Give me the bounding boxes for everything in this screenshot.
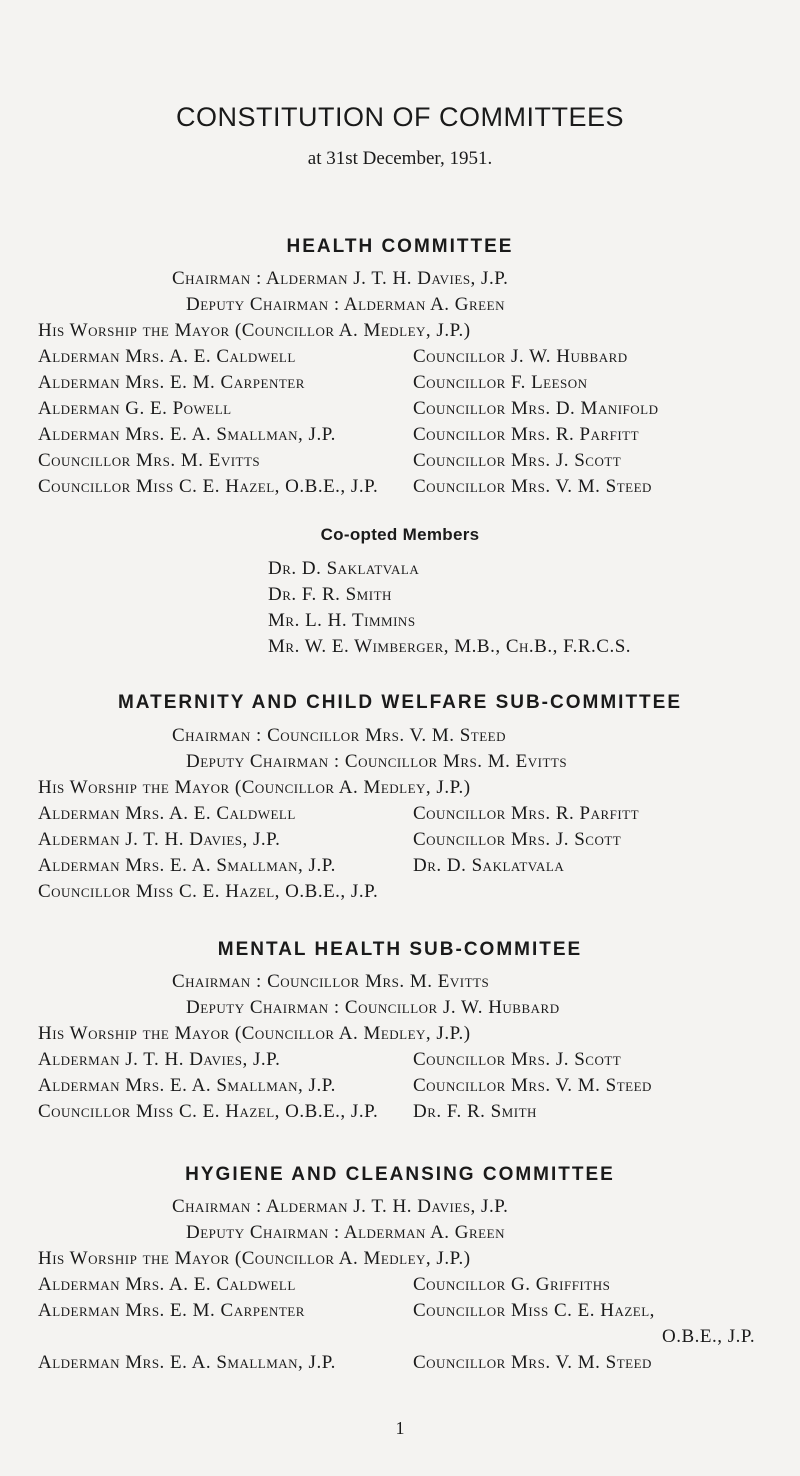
maternity-deputy-chairman: Deputy Chairman : Councillor Mrs. M. Evitts bbox=[186, 751, 568, 772]
hygiene-mayor: His Worship the Mayor (Councillor A. Medley, J.P.) bbox=[38, 1248, 471, 1269]
maternity-subcommittee-heading: MATERNITY AND CHILD WELFARE SUB-COMMITTEE bbox=[117, 692, 682, 713]
hygiene-deputy-chairman: Deputy Chairman : Alderman A. Green bbox=[186, 1222, 505, 1243]
mental-deputy-chairman: Deputy Chairman : Councillor J. W. Hubbard bbox=[186, 997, 560, 1018]
hygiene-committee-heading: HYGIENE AND CLEANSING COMMITTEE bbox=[185, 1164, 615, 1185]
health-member-left: Councillor Miss C. E. Hazel, O.B.E., J.P. bbox=[38, 476, 379, 497]
mental-member-right: Councillor Mrs. V. M. Steed bbox=[413, 1075, 652, 1096]
page-number: 1 bbox=[395, 1418, 405, 1438]
health-member-right: Councillor Mrs. D. Manifold bbox=[413, 398, 659, 419]
hygiene-member-left: Alderman Mrs. E. A. Smallman, J.P. bbox=[38, 1352, 336, 1373]
page-subtitle: at 31st December, 1951. bbox=[307, 148, 493, 169]
mental-mayor: His Worship the Mayor (Councillor A. Medley, J.P.) bbox=[38, 1023, 471, 1044]
mental-member-right: Councillor Mrs. J. Scott bbox=[413, 1049, 622, 1070]
maternity-member-right: Councillor Mrs. R. Parfitt bbox=[413, 803, 640, 824]
coopted-member: Mr. L. H. Timmins bbox=[268, 610, 416, 631]
health-member-left: Alderman G. E. Powell bbox=[38, 398, 232, 419]
hygiene-member-right-continuation: O.B.E., J.P. bbox=[662, 1326, 756, 1347]
coopted-members-heading: Co-opted Members bbox=[320, 525, 480, 544]
health-member-right: Councillor Mrs. R. Parfitt bbox=[413, 424, 640, 445]
mental-member-left: Alderman Mrs. E. A. Smallman, J.P. bbox=[38, 1075, 336, 1096]
maternity-member-left: Alderman Mrs. A. E. Caldwell bbox=[38, 803, 296, 824]
coopted-member: Dr. F. R. Smith bbox=[268, 584, 392, 605]
hygiene-member-left: Alderman Mrs. E. M. Carpenter bbox=[38, 1300, 305, 1321]
health-committee-heading: HEALTH COMMITTEE bbox=[286, 236, 514, 257]
health-member-right: Councillor J. W. Hubbard bbox=[413, 346, 628, 367]
mental-chairman: Chairman : Councillor Mrs. M. Evitts bbox=[172, 971, 490, 992]
health-chairman: Chairman : Alderman J. T. H. Davies, J.P. bbox=[172, 268, 509, 289]
maternity-member-left: Alderman J. T. H. Davies, J.P. bbox=[38, 829, 281, 850]
health-member-left: Alderman Mrs. E. M. Carpenter bbox=[38, 372, 305, 393]
maternity-chairman: Chairman : Councillor Mrs. V. M. Steed bbox=[172, 725, 506, 746]
maternity-member-left: Councillor Miss C. E. Hazel, O.B.E., J.P. bbox=[38, 881, 379, 902]
hygiene-member-left: Alderman Mrs. A. E. Caldwell bbox=[38, 1274, 296, 1295]
hygiene-member-right: Councillor Miss C. E. Hazel, bbox=[413, 1300, 655, 1321]
coopted-member: Dr. D. Saklatvala bbox=[268, 558, 420, 579]
maternity-mayor: His Worship the Mayor (Councillor A. Medley, J.P.) bbox=[38, 777, 471, 798]
maternity-member-right: Dr. D. Saklatvala bbox=[413, 855, 565, 876]
maternity-member-left: Alderman Mrs. E. A. Smallman, J.P. bbox=[38, 855, 336, 876]
health-member-right: Councillor Mrs. V. M. Steed bbox=[413, 476, 652, 497]
health-member-right: Councillor Mrs. J. Scott bbox=[413, 450, 622, 471]
mental-member-left: Alderman J. T. H. Davies, J.P. bbox=[38, 1049, 281, 1070]
health-deputy-chairman: Deputy Chairman : Alderman A. Green bbox=[186, 294, 505, 315]
hygiene-member-right: Councillor G. Griffiths bbox=[413, 1274, 611, 1295]
maternity-member-right: Councillor Mrs. J. Scott bbox=[413, 829, 622, 850]
health-member-left: Alderman Mrs. A. E. Caldwell bbox=[38, 346, 296, 367]
health-member-left: Councillor Mrs. M. Evitts bbox=[38, 450, 261, 471]
health-mayor: His Worship the Mayor (Councillor A. Medley, J.P.) bbox=[38, 320, 471, 341]
mental-health-subcommittee-heading: MENTAL HEALTH SUB-COMMITEE bbox=[217, 939, 583, 960]
health-member-right: Councillor F. Leeson bbox=[413, 372, 588, 393]
health-member-left: Alderman Mrs. E. A. Smallman, J.P. bbox=[38, 424, 336, 445]
mental-member-left: Councillor Miss C. E. Hazel, O.B.E., J.P. bbox=[38, 1101, 379, 1122]
coopted-member: Mr. W. E. Wimberger, M.B., Ch.B., F.R.C.S. bbox=[268, 636, 632, 657]
hygiene-chairman: Chairman : Alderman J. T. H. Davies, J.P. bbox=[172, 1196, 509, 1217]
mental-member-right: Dr. F. R. Smith bbox=[413, 1101, 537, 1122]
page-title: CONSTITUTION OF COMMITTEES bbox=[176, 102, 624, 132]
hygiene-member-right: Councillor Mrs. V. M. Steed bbox=[413, 1352, 652, 1373]
